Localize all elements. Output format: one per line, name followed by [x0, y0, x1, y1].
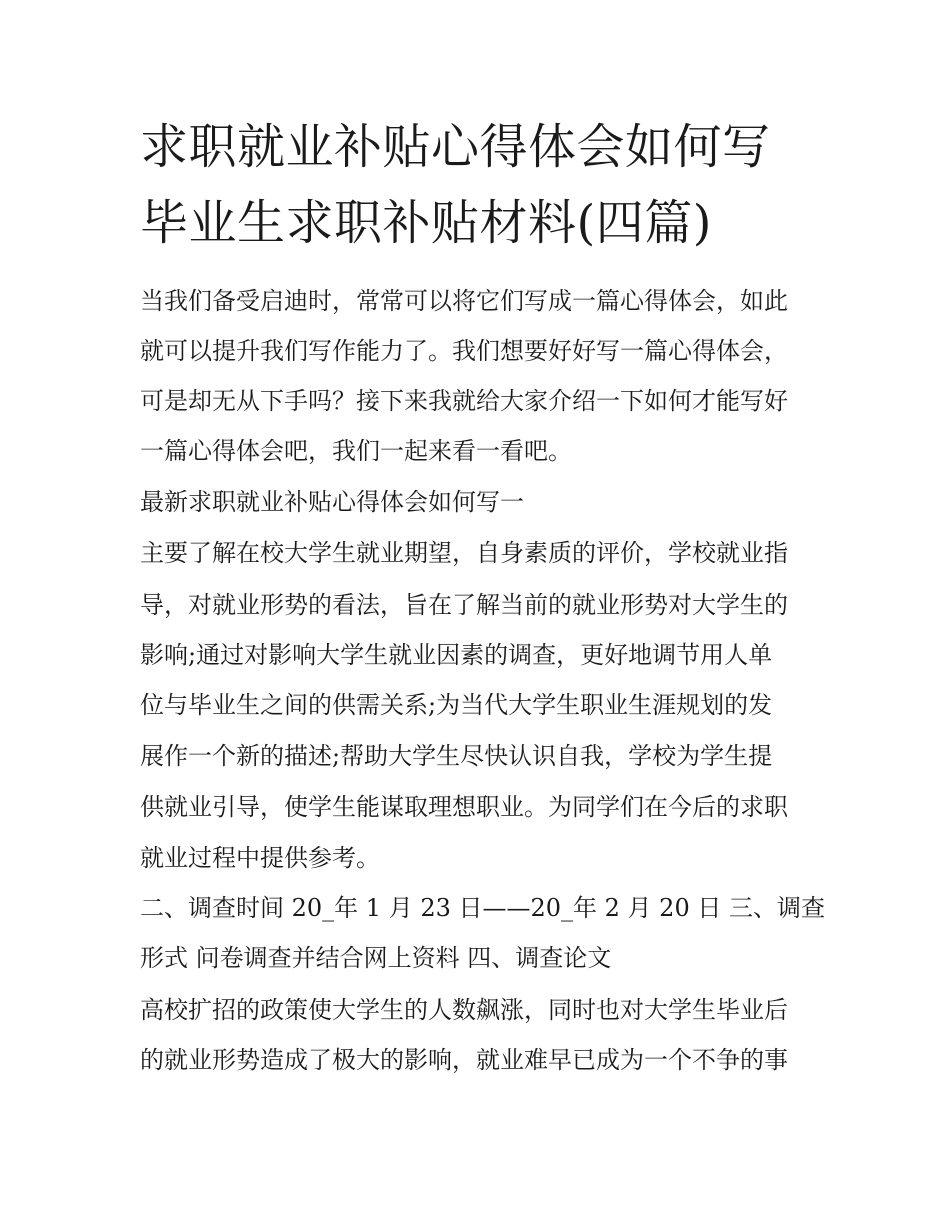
- intro-line-2: 就可以提升我们写作能力了。我们想要好好写一篇心得体会，: [140, 337, 788, 365]
- document-page: [140, 0, 825, 1229]
- intro-line-1: 当我们备受启迪时，常常可以将它们写成一篇心得体会，如此: [140, 287, 788, 315]
- section-heading: 最新求职就业补贴心得体会如何写一: [140, 488, 524, 516]
- body-line-7: 就业过程中提供参考。: [140, 844, 380, 872]
- body-line-4: 位与毕业生之间的供需关系;为当代大学生职业生涯规划的发: [140, 691, 773, 719]
- essay-line-2: 的就业形势造成了极大的影响，就业难早已成为一个不争的事: [140, 1046, 788, 1074]
- body-line-5: 展作一个新的描述;帮助大学生尽快认识自我，学校为学生提: [140, 742, 773, 770]
- body-line-2: 导，对就业形势的看法，旨在了解当前的就业形势对大学生的: [140, 591, 788, 619]
- document-title-line-1: 求职就业补贴心得体会如何写: [140, 119, 771, 175]
- document-title-line-2: 毕业生求职补贴材料(四篇): [140, 195, 712, 251]
- survey-time-line: 二、调查时间 20_年 1 月 23 日——20_年 2 月 20 日 三、调查: [140, 894, 825, 922]
- essay-line-1: 高校扩招的政策使大学生的人数飙涨，同时也对大学生毕业后: [140, 996, 788, 1024]
- intro-line-3: 可是却无从下手吗？接下来我就给大家介绍一下如何才能写好: [140, 387, 788, 415]
- intro-line-4: 一篇心得体会吧，我们一起来看一看吧。: [140, 437, 572, 465]
- body-line-3: 影响;通过对影响大学生就业因素的调查，更好地调节用人单: [140, 641, 773, 669]
- body-line-6: 供就业引导，使学生能谋取理想职业。为同学们在今后的求职: [140, 793, 788, 821]
- survey-form-line: 形式 问卷调查并结合网上资料 四、调查论文: [140, 944, 612, 972]
- body-line-1: 主要了解在校大学生就业期望，自身素质的评价，学校就业指: [140, 539, 788, 567]
